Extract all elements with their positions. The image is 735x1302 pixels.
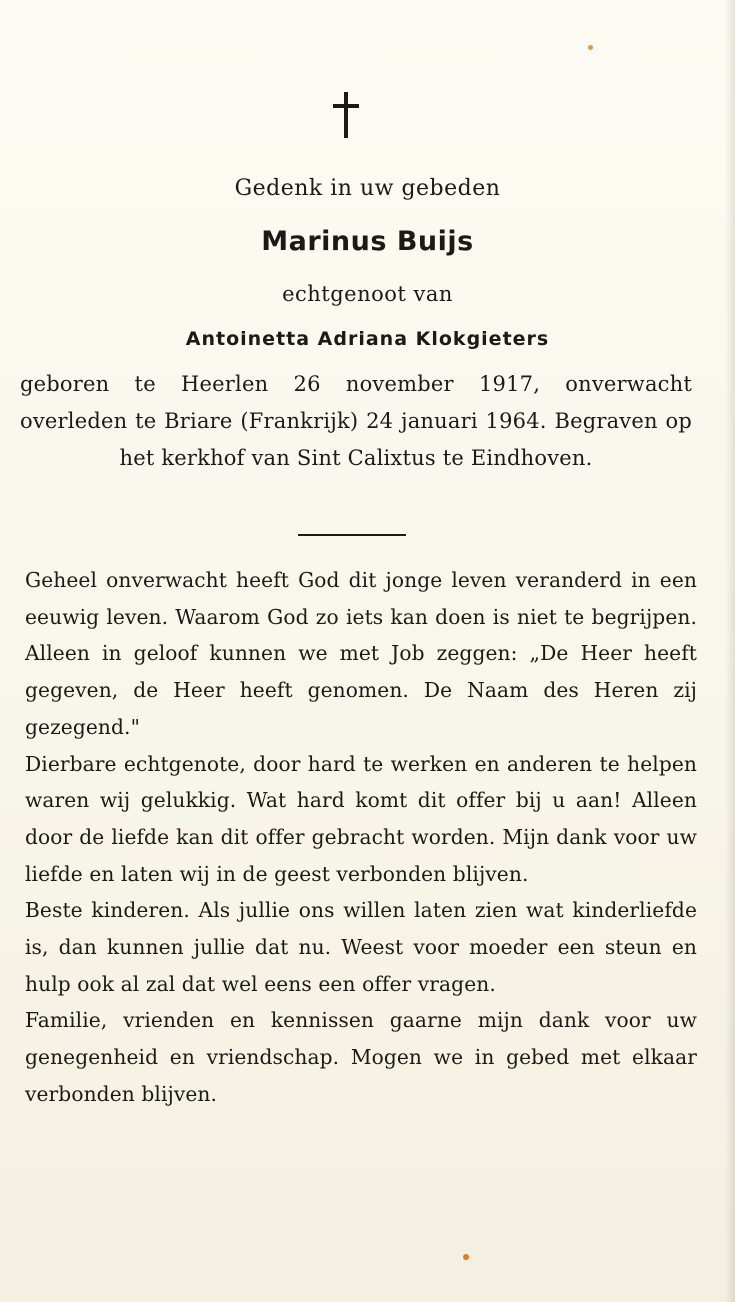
cross-icon [344,92,348,138]
spouse-prefix: echtgenoot van [282,282,453,306]
divider-line [298,534,406,536]
spouse-name: Antoinetta Adriana Klokgieters [185,328,550,350]
paper-speck [588,45,593,50]
paper-speck [463,1254,469,1260]
memorial-text [25,562,697,1113]
paragraph-spouse: Dierbare echtgenote, door hard te werken en anderen te helpen waren wij gelukkig. Wat hard komt dit offer bij u aan! Alleen door de liefde kan dit offer gebracht worden. Mijn dank voor uw liefde en laten wij in de geest verbonden blijven. [25,751,697,886]
intro-line: Gedenk in uw gebeden [234,176,501,201]
paragraph-family: Familie, vrienden en kennissen gaarne mijn dank voor uw genegenheid en vriendschap. Mogen we in gebed met elkaar verbonden blijven. [25,1008,697,1106]
biography-text: geboren te Heerlen 26 november 1917, onverwacht overleden te Briare (Frankrijk) 24 januari 1964. Begraven op het kerkhof van Sint Calixtus te Eindhoven. [20,372,692,470]
paragraph-children: Beste kinderen. Als jullie ons willen laten zien wat kinderliefde is, dan kunnen jullie dat nu. Weest voor moeder een steun en hulp ook al zal dat wel eens een offer vragen. [25,898,697,996]
deceased-name: Marinus Buijs [261,226,474,257]
paragraph-faith: Geheel onverwacht heeft God dit jonge leven veranderd in een eeuwig leven. Waarom God zo iets kan doen is niet te begrijpen. Alleen in geloof kunnen we met Job zeggen: „De Heer heeft gegeven, de Heer heeft genomen. De Naam des Heren zij gezegend." [25,568,697,739]
